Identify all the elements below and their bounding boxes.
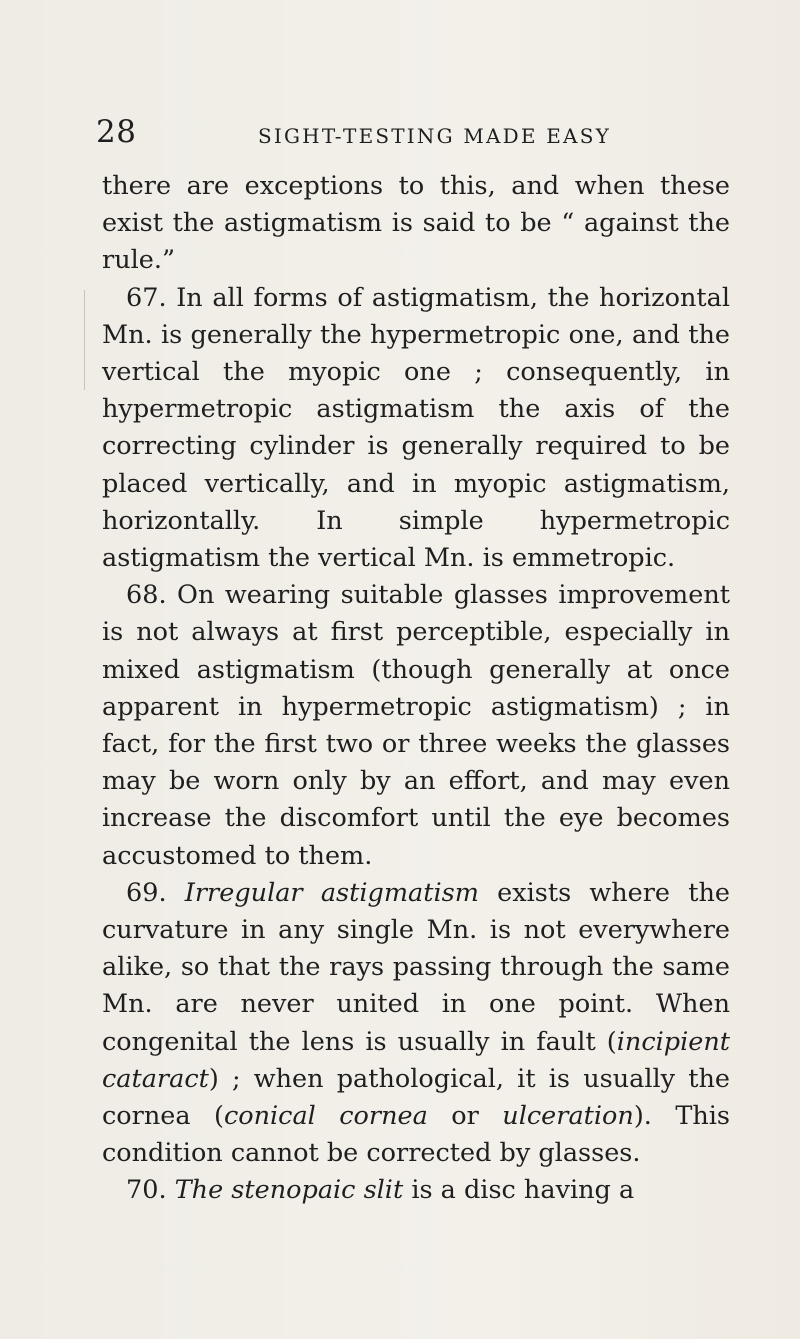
paragraph-continuation: there are exceptions to this, and when these exist the astigmatism is said to be “ against the rule.” (102, 171, 730, 276)
paragraph-70 (102, 1172, 730, 1209)
paragraph-69-number: 69. (126, 877, 167, 908)
paragraph-69-text: exists where the curvature in any single Mn. is not everywhere alike, so that the rays passing through the same Mn. are never united in one point. When congenital the lens is usually in fault ( (102, 877, 730, 1057)
body-text (102, 168, 730, 1210)
paragraph-70-text: is a disc having a (411, 1175, 635, 1206)
paragraph-68: 68. On wearing suitable glasses improvement is not always at first perceptible, especially in mixed astigmatism (though generally at once apparent in hypermetropic astigmatism) ; in fact, for the first two or three weeks the glasses may be worn only by an effort, and may even increase the discomfort until the eye becomes accustomed to them. (102, 580, 730, 871)
term-incipient-cataract: incipient cataract (102, 1026, 730, 1094)
paragraph-69 (102, 875, 730, 1173)
paragraph-69-text: ). This condition cannot be corrected by glasses. (102, 1101, 731, 1169)
paragraph-69-text: or (451, 1101, 479, 1132)
page-number: 28 (96, 114, 137, 150)
paragraph-67: 67. In all forms of astigmatism, the horizontal Mn. is generally the hypermetropic one, and the vertical the myopic one ; consequently, in hypermetropic astigmatism the axis of the correcting cylinder is generally required to be placed vertically, and in myopic astigmatism, horizontally. In simple hypermetropic astigmatism the vertical Mn. is emmetropic. (102, 282, 730, 574)
paragraph-70-number: 70. (126, 1175, 167, 1206)
page-header (0, 114, 800, 154)
paragraph-69-text: ) ; when pathological, it is usually the cornea ( (102, 1063, 730, 1132)
term-irregular-astigmatism: Irregular astigmatism (184, 877, 479, 908)
term-stenopaic-slit: The stenopaic slit (174, 1175, 404, 1206)
running-head: SIGHT-TESTING MADE EASY (258, 124, 612, 148)
margin-mark (84, 290, 85, 390)
term-conical-cornea: conical cornea (223, 1101, 428, 1132)
term-ulceration: ulceration (502, 1101, 634, 1132)
